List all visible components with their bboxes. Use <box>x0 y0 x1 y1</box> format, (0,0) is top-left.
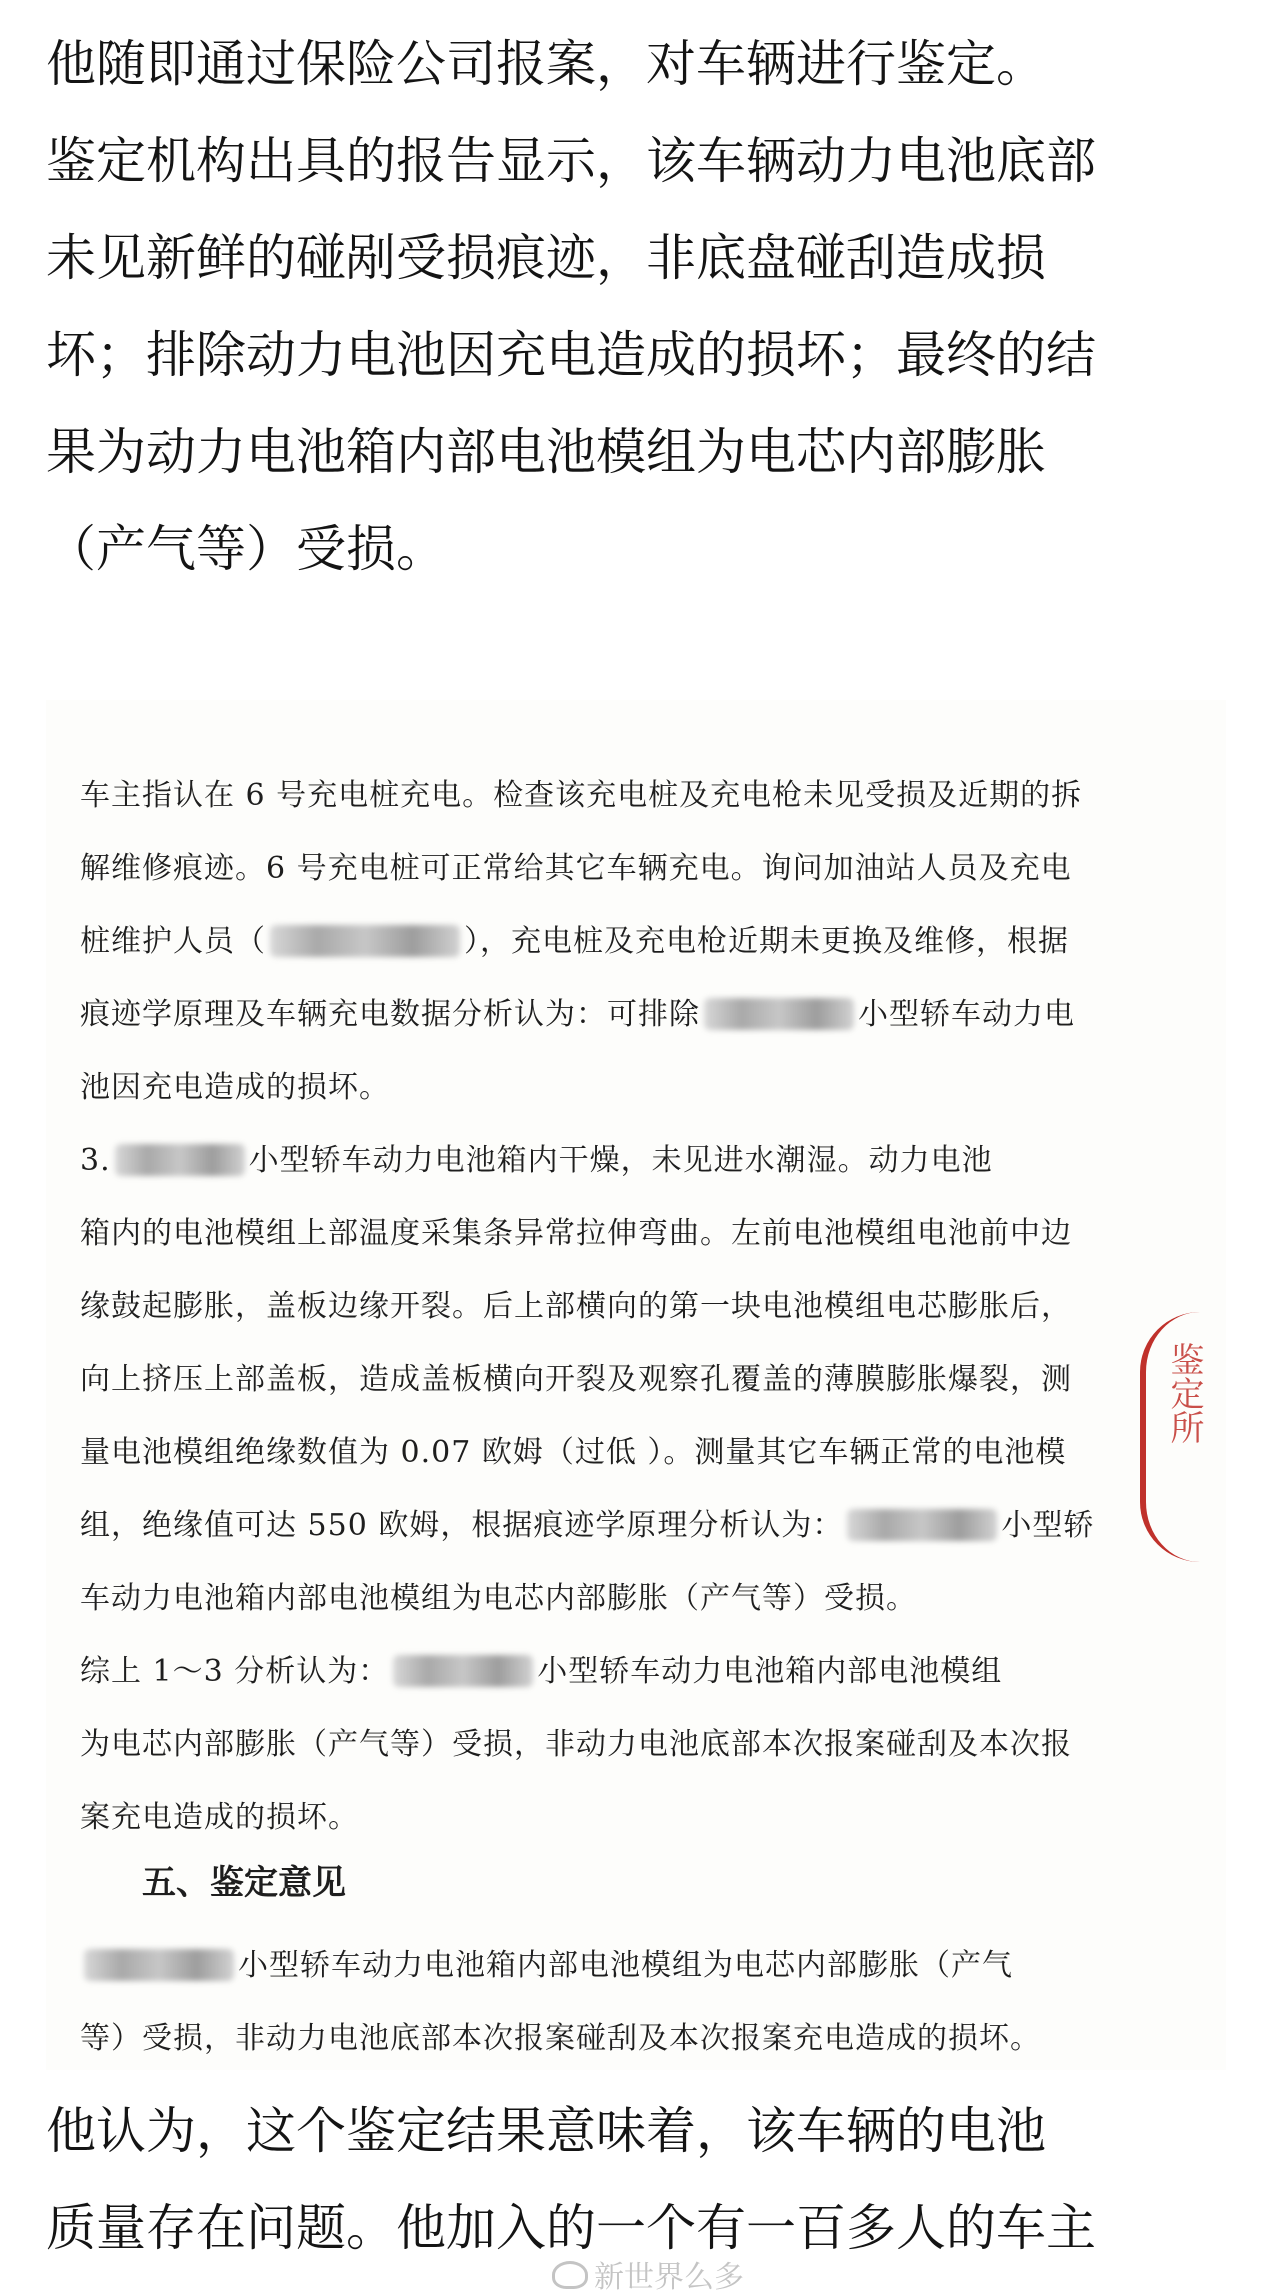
watermark-text: 新世界么多 <box>594 2260 744 2295</box>
watermark <box>552 2252 744 2296</box>
redaction-blur <box>270 925 460 957</box>
report-line: 为电芯内部膨胀（产气等）受损，非动力电池底部本次报案碰刮及本次报 <box>80 1727 1072 1762</box>
report-line: 箱内的电池模组上部温度采集条异常拉伸弯曲。左前电池模组电池前中边 <box>80 1216 1072 1251</box>
redaction-blur <box>393 1655 533 1687</box>
text-line: 未见新鲜的碰剐受损痕迹，非底盘碰刮造成损 <box>46 229 1046 287</box>
report-line: 小型轿车动力电池箱内部电池模组为电芯内部膨胀（产气 <box>80 1940 1100 1984</box>
article-paragraph-1 <box>46 16 1236 598</box>
report-line: 池因充电造成的损坏。 <box>80 1070 390 1105</box>
redaction-blur <box>115 1144 245 1176</box>
text-line: 他随即通过保险公司报案，对车辆进行鉴定。 <box>46 35 1046 93</box>
report-line: 量电池模组绝缘数值为 0.07 欧姆（过低 ）。测量其它车辆正常的电池模 <box>80 1435 1067 1470</box>
report-line: 组，绝缘值可达 550 欧姆，根据痕迹学原理分析认为： 小型轿 <box>80 1508 1095 1543</box>
text-line: 果为动力电池箱内部电池模组为电芯内部膨胀 <box>46 423 1046 481</box>
redaction-blur <box>84 1949 234 1981</box>
report-line: 3. 小型轿车动力电池箱内干燥，未见进水潮湿。动力电池 <box>80 1143 993 1178</box>
report-line: 桩维护人员（ ），充电桩及充电枪近期未更换及维修，根据 <box>80 924 1069 959</box>
text-line: 质量存在问题。他加入的一个有一百多人的车主 <box>46 2199 1096 2257</box>
redaction-blur <box>847 1509 997 1541</box>
report-line: 车主指认在 6 号充电桩充电。检查该充电桩及充电枪未见受损及近期的拆 <box>80 778 1083 813</box>
text-line: 坏；排除动力电池因充电造成的损坏；最终的结 <box>46 326 1096 384</box>
report-line: 痕迹学原理及车辆充电数据分析认为：可排除 小型轿车动力电 <box>80 997 1075 1032</box>
red-seal-stamp <box>1140 1312 1266 1562</box>
report-line: 向上挤压上部盖板，造成盖板横向开裂及观察孔覆盖的薄膜膨胀爆裂，测 <box>80 1362 1072 1397</box>
report-line: 缘鼓起膨胀，盖板边缘开裂。后上部横向的第一块电池模组电芯膨胀后， <box>80 1289 1072 1324</box>
report-line: 等）受损，非动力电池底部本次报案碰刮及本次报案充电造成的损坏。 <box>80 2021 1041 2056</box>
report-section-heading: 五、鉴定意见 <box>142 1863 346 1903</box>
weibo-icon <box>552 2261 588 2289</box>
text-line: 鉴定机构出具的报告显示，该车辆动力电池底部 <box>46 132 1096 190</box>
report-line: 车动力电池箱内部电池模组为电芯内部膨胀（产气等）受损。 <box>80 1581 917 1616</box>
report-line: 解维修痕迹。6 号充电桩可正常给其它车辆充电。询问加油站人员及充电 <box>80 851 1072 886</box>
text-line: （产气等）受损。 <box>46 520 446 578</box>
report-line: 综上 1～3 分析认为： 小型轿车动力电池箱内部电池模组 <box>80 1654 1003 1689</box>
stamp-text: 鉴定所 <box>1164 1342 1204 1444</box>
scanned-report-image <box>46 700 1226 2070</box>
redaction-blur <box>704 998 854 1030</box>
text-line: 他认为，这个鉴定结果意味着，该车辆的电池 <box>46 2102 1046 2160</box>
report-line: 案充电造成的损坏。 <box>80 1800 359 1835</box>
article-paragraph-2 <box>46 2083 1236 2277</box>
